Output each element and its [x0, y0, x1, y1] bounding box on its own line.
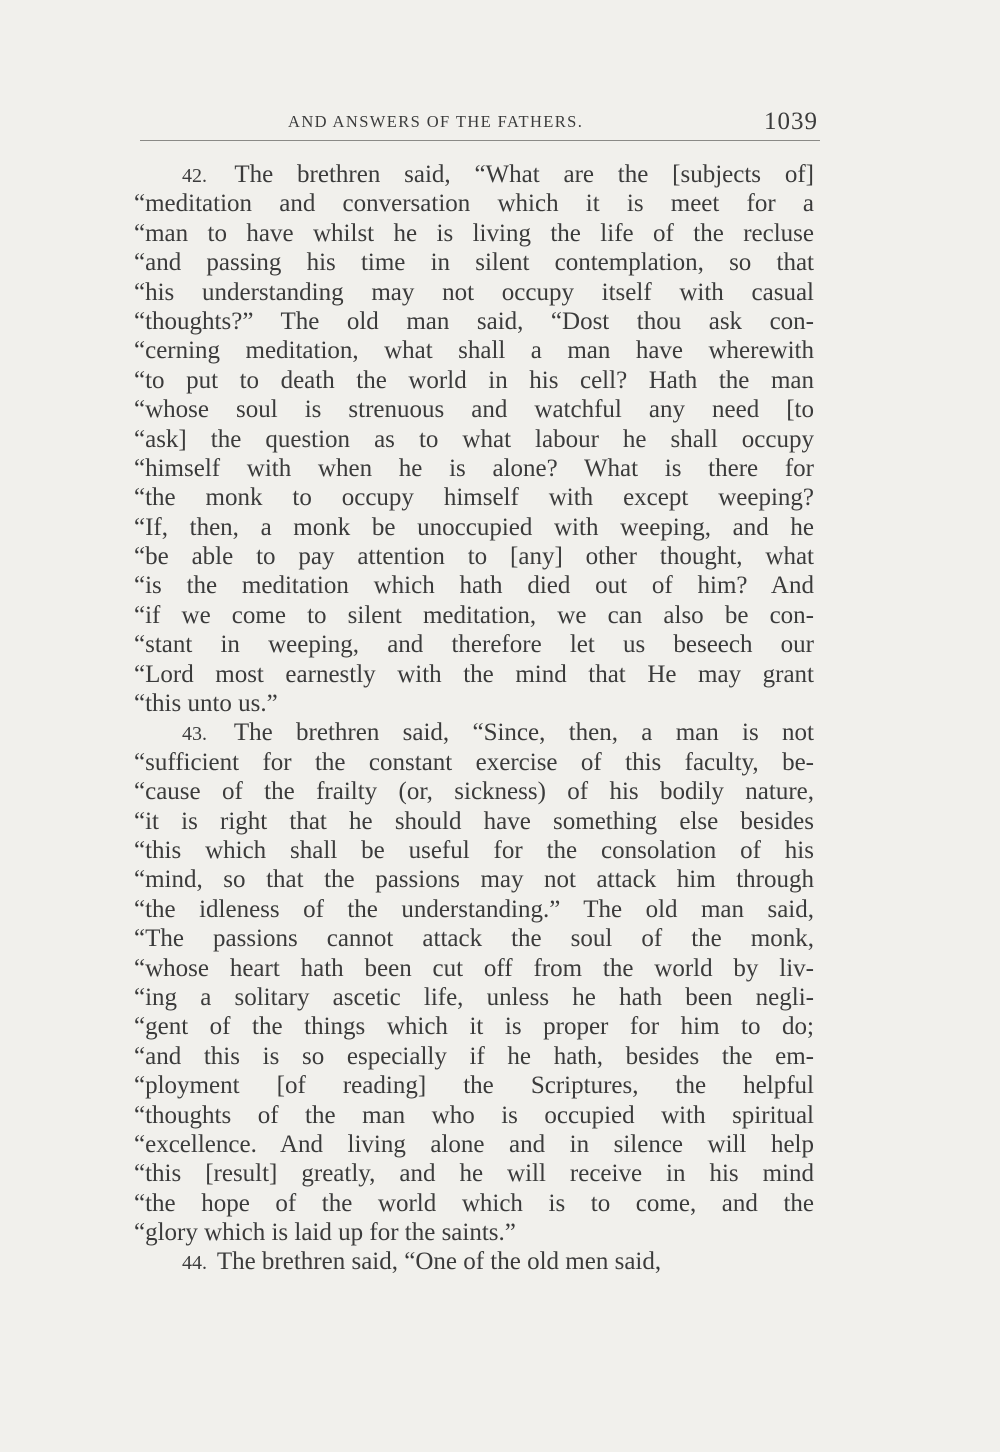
- text-line: “and passing his time in silent contemplation, so that: [134, 249, 814, 277]
- text-line: “glory which is laid up for the saints.”: [134, 1219, 516, 1247]
- text-line: “cause of the frailty (or, sickness) of his bodily nature,: [134, 778, 814, 806]
- paragraph-42: [134, 160, 814, 718]
- body-text: [134, 160, 814, 1277]
- text-line: 44. The brethren said, “One of the old men said,: [182, 1248, 662, 1276]
- text-line: “ask] the question as to what labour he shall occupy: [134, 425, 814, 453]
- text-line: “mind, so that the passions may not attack him through: [134, 866, 814, 894]
- text-line: “to put to death the world in his cell? Hath the man: [134, 366, 814, 394]
- running-head: AND ANSWERS OF THE FATHERS.: [288, 112, 584, 131]
- text-line: “whose soul is strenuous and watchful any need [to: [134, 396, 814, 424]
- text-line: “thoughts of the man who is occupied with spiritual: [134, 1101, 814, 1129]
- text-line: “The passions cannot attack the soul of the monk,: [134, 925, 814, 953]
- text-line: “thoughts?” The old man said, “Dost thou ask con-: [134, 307, 814, 335]
- text-line: “and this is so especially if he hath, besides the em-: [134, 1042, 814, 1070]
- text-line: “is the meditation which hath died out of him? And: [134, 572, 814, 600]
- text-line: “excellence. And living alone and in silence will help: [134, 1130, 814, 1158]
- text-line: “meditation and conversation which it is meet for a: [134, 190, 814, 218]
- paragraph-number: 44.: [182, 1252, 207, 1275]
- text-line: “his understanding may not occupy itself with casual: [134, 278, 814, 306]
- text-line: “ing a solitary ascetic life, unless he hath been negli-: [134, 983, 814, 1011]
- text-line: “it is right that he should have something else besides: [134, 807, 814, 835]
- text-line: “Lord most earnestly with the mind that He may grant: [134, 660, 814, 688]
- paragraph-number: 42.: [182, 165, 207, 187]
- text-line: “stant in weeping, and therefore let us beseech our: [134, 631, 814, 659]
- text-line: “ployment [of reading] the Scriptures, the helpful: [134, 1072, 814, 1100]
- text-line: “if we come to silent meditation, we can also be con-: [134, 601, 814, 629]
- paragraph-number: 43.: [182, 723, 207, 746]
- text-line: “be able to pay attention to [any] other thought, what: [134, 543, 814, 571]
- text-line: 42. The brethren said, “What are the [subjects of]: [182, 161, 814, 188]
- text-line: “the idleness of the understanding.” The old man said,: [134, 895, 814, 923]
- paragraph-43: [134, 718, 814, 1247]
- paragraph-44: [134, 1247, 814, 1276]
- text-line: “this unto us.”: [134, 690, 278, 718]
- text-line: “this [result] greatly, and he will receive in his mind: [134, 1160, 814, 1188]
- text-line: “himself with when he is alone? What is there for: [134, 454, 814, 482]
- text-line: “sufficient for the constant exercise of this faculty, be-: [134, 748, 814, 776]
- text-line: “the hope of the world which is to come, and the: [134, 1189, 814, 1217]
- text-line: “man to have whilst he is living the life of the recluse: [134, 219, 814, 247]
- text-line: “gent of the things which it is proper for him to do;: [134, 1013, 814, 1041]
- text-line: “the monk to occupy himself with except weeping?: [134, 484, 814, 512]
- page-number: 1039: [764, 108, 818, 135]
- page-header: [140, 106, 820, 141]
- text-line: “If, then, a monk be unoccupied with weeping, and he: [134, 513, 814, 541]
- text-line: 43. The brethren said, “Since, then, a man is not: [182, 719, 814, 747]
- text-line: “cerning meditation, what shall a man have wherewith: [134, 337, 814, 365]
- text-line: “whose heart hath been cut off from the world by liv-: [134, 954, 814, 982]
- text-line: “this which shall be useful for the consolation of his: [134, 836, 814, 864]
